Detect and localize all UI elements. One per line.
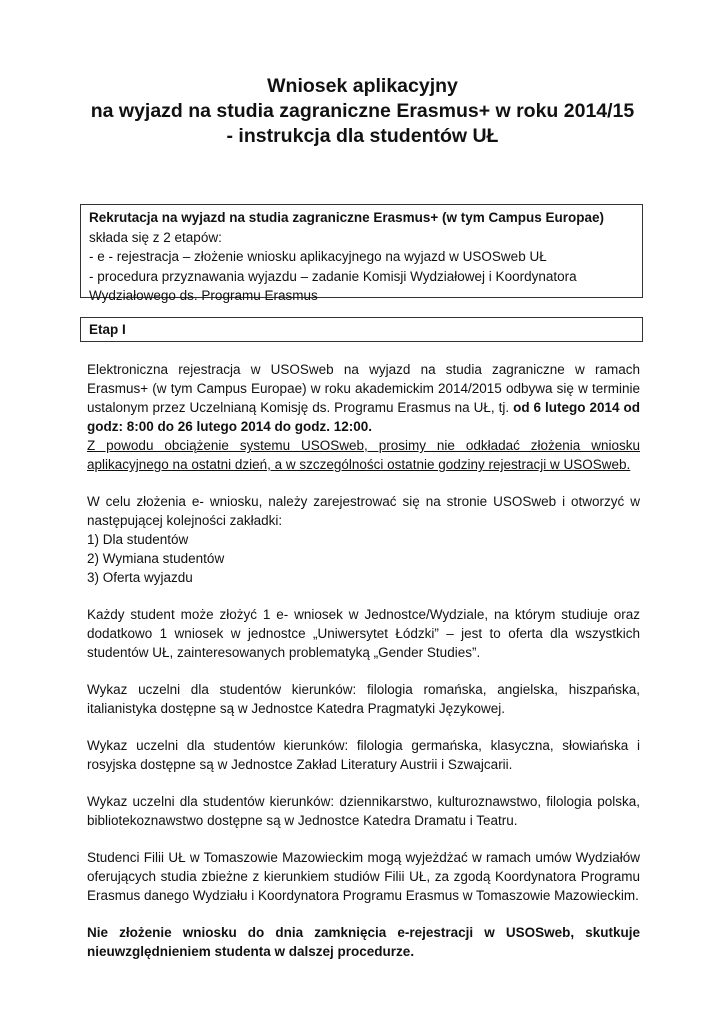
recruitment-info-box [80, 204, 643, 303]
paragraph-deadline-warning: Nie złożenie wniosku do dnia zamknięcia e-rejestracji w USOSweb, skutkuje nieuwzględnieniem studenta w dalszej procedurze. [87, 925, 640, 959]
stage-box [80, 317, 643, 342]
recruitment-line-3: - procedura przyznawania wyjazdu – zadanie Komisji Wydziałowej i Koordynatora [89, 268, 577, 284]
registration-dates: od 6 lutego 2014 od godz: 8:00 do 26 lutego 2014 do godz. 12:00. [87, 400, 640, 434]
paragraph-registration [87, 360, 640, 474]
paragraph-romance-languages: Wykaz uczelni dla studentów kierunków: filologia romańska, angielska, hiszpańska, italianistyka dostępne są w Jednostce Katedra Pragmatyki Językowej. [87, 682, 640, 716]
recruitment-heading: Rekrutacja na wyjazd na studia zagraniczne Erasmus+ (w tym Campus Europae) [89, 210, 605, 225]
paragraph-germanic-languages: Wykaz uczelni dla studentów kierunków: filologia germańska, klasyczna, słowiańska i rosyjska dostępne są w Jednostce Zakład Literatury Austrii i Szwajcarii. [87, 738, 640, 772]
registration-text: Elektroniczna rejestracja w USOSweb na wyjazd na studia zagraniczne w ramach Erasmus+ (w tym Campus Europae) w roku akademickim 2014/2015 odbywa się w terminie ustalonym przez Uczelnianą Komisję ds. Programu Erasmus na UŁ, tj. [87, 362, 640, 415]
stage-heading: Etap I [89, 322, 126, 337]
title-line-2: na wyjazd na studia zagraniczne Erasmus+ w roku 2014/15 [90, 100, 635, 122]
title-line-1: Wniosek aplikacyjny [267, 75, 458, 97]
paragraph-application-limit: Każdy student może złożyć 1 e- wniosek w Jednostce/Wydziale, na którym studiuje oraz dodatkowo 1 wniosek w jednostce „Uniwersytet Łódzki” – jest to oferta dla wszystkich studentów UŁ, zainteresowanych problematyką „Gender Studies”. [87, 607, 640, 660]
paragraph-journalism: Wykaz uczelni dla studentów kierunków: dziennikarstwo, kulturoznawstwo, filologia polska, bibliotekoznawstwo dostępne są w Jednostce Katedra Dramatu i Teatru. [87, 794, 640, 828]
recruitment-line-1: składa się z 2 etapów: [89, 229, 222, 245]
document-body [87, 360, 640, 961]
step-item: 3) Oferta wyjazdu [87, 570, 193, 585]
recruitment-line-2: - e - rejestracja – złożenie wniosku aplikacyjnego na wyjazd w USOSweb UŁ [89, 249, 547, 264]
steps-text: W celu złożenia e- wniosku, należy zarejestrować się na stronie USOSweb i otworzyć w następującej kolejności zakładki: [87, 494, 640, 528]
registration-warning: Z powodu obciążenie systemu USOSweb, prosimy nie odkładać złożenia wniosku aplikacyjnego na ostatni dzień, a w szczególności ostatnie godziny rejestracji w USOSweb. [87, 438, 640, 472]
step-item: 2) Wymiana studentów [87, 551, 225, 566]
document-title [60, 74, 665, 149]
paragraph-tomaszow-branch: Studenci Filii UŁ w Tomaszowie Mazowieckim mogą wyjeżdżać w ramach umów Wydziałów oferujących studia zbieżne z kierunkiem studiów Filii UŁ, za zgodą Koordynatora Programu Erasmus danego Wydziału i Koordynatora Programu Erasmus w Tomaszowie Mazowieckim. [87, 850, 640, 903]
recruitment-line-4: Wydziałowego ds. Programu Erasmus [89, 288, 318, 303]
paragraph-steps [87, 492, 640, 587]
step-item: 1) Dla studentów [87, 532, 189, 547]
title-line-3: - instrukcja dla studentów UŁ [226, 125, 499, 147]
